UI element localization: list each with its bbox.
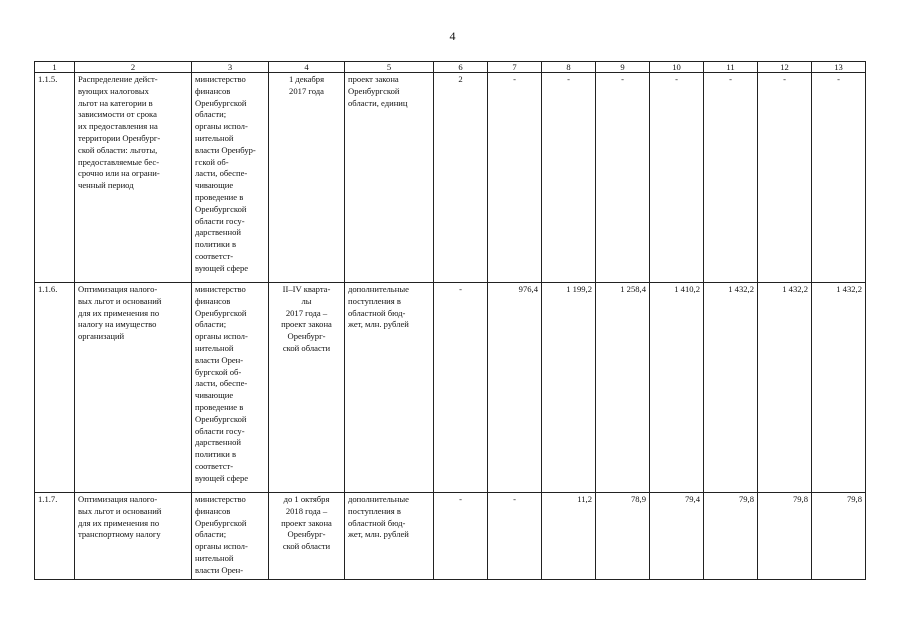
value-cell: - xyxy=(650,73,704,283)
column-header: 3 xyxy=(192,62,269,73)
value-cell: 1 432,2 xyxy=(758,283,812,493)
table-row xyxy=(35,493,866,580)
deadline: до 1 октября 2018 года – проект закона Оренбург- ской области xyxy=(269,493,345,580)
column-header: 10 xyxy=(650,62,704,73)
column-number-row xyxy=(35,62,866,73)
value-cell: 1 199,2 xyxy=(542,283,596,493)
column-header: 6 xyxy=(434,62,488,73)
measures-table xyxy=(34,61,866,580)
indicator: дополнительные поступления в областной бюд- жет, млн. рублей xyxy=(345,493,434,580)
value-cell: 79,8 xyxy=(704,493,758,580)
column-header: 7 xyxy=(488,62,542,73)
value-cell: - xyxy=(758,73,812,283)
column-header: 13 xyxy=(812,62,866,73)
deadline: II–IV кварта- лы 2017 года – проект закона Оренбург- ской области xyxy=(269,283,345,493)
value-cell: 79,4 xyxy=(650,493,704,580)
row-id: 1.1.5. xyxy=(35,73,75,283)
measure-description: Оптимизация налого- вых льгот и оснований для их применения по налогу на имущество организаций xyxy=(75,283,192,493)
value-cell: - xyxy=(542,73,596,283)
indicator: проект закона Оренбургской области, единиц xyxy=(345,73,434,283)
responsible-executor: министерство финансов Оренбургской области; органы испол- нительной власти Орен- бургской об- ласти, обеспе- чивающие проведение в Оренбургской области госу- дарственной политики в соответст- вующей сфере xyxy=(192,283,269,493)
value-cell: 976,4 xyxy=(488,283,542,493)
column-header: 2 xyxy=(75,62,192,73)
value-cell: 11,2 xyxy=(542,493,596,580)
value-cell: 1 410,2 xyxy=(650,283,704,493)
column-header: 12 xyxy=(758,62,812,73)
value-cell: 1 258,4 xyxy=(596,283,650,493)
page-number: 4 xyxy=(449,29,456,43)
column-header: 4 xyxy=(269,62,345,73)
responsible-executor: министерство финансов Оренбургской области; органы испол- нительной власти Оренбур- гской об- ласти, обеспе- чивающие проведение в Оренбургской области госу- дарственной политики в соответст- вующей сфере xyxy=(192,73,269,283)
value-cell: - xyxy=(434,283,488,493)
row-id: 1.1.7. xyxy=(35,493,75,580)
deadline: 1 декабря 2017 года xyxy=(269,73,345,283)
column-header: 9 xyxy=(596,62,650,73)
value-cell: 1 432,2 xyxy=(812,283,866,493)
value-cell: - xyxy=(488,73,542,283)
table-row xyxy=(35,283,866,493)
column-header: 8 xyxy=(542,62,596,73)
value-cell: - xyxy=(812,73,866,283)
value-cell: 78,9 xyxy=(596,493,650,580)
value-cell: 79,8 xyxy=(758,493,812,580)
indicator: дополнительные поступления в областной бюд- жет, млн. рублей xyxy=(345,283,434,493)
value-cell: - xyxy=(488,493,542,580)
value-cell: 1 432,2 xyxy=(704,283,758,493)
responsible-executor: министерство финансов Оренбургской области; органы испол- нительной власти Орен- xyxy=(192,493,269,580)
value-cell: 79,8 xyxy=(812,493,866,580)
column-header: 5 xyxy=(345,62,434,73)
column-header: 1 xyxy=(35,62,75,73)
table-row xyxy=(35,73,866,283)
measure-description: Оптимизация налого- вых льгот и оснований для их применения по транспортному налогу xyxy=(75,493,192,580)
value-cell: 2 xyxy=(434,73,488,283)
value-cell: - xyxy=(434,493,488,580)
column-header: 11 xyxy=(704,62,758,73)
measure-description: Распределение дейст- вующих налоговых льгот на категории в зависимости от срока их предоставления на территории Оренбург- ской области: льготы, предоставляемые бес- срочно или на ограни- ченный период xyxy=(75,73,192,283)
value-cell: - xyxy=(596,73,650,283)
row-id: 1.1.6. xyxy=(35,283,75,493)
value-cell: - xyxy=(704,73,758,283)
